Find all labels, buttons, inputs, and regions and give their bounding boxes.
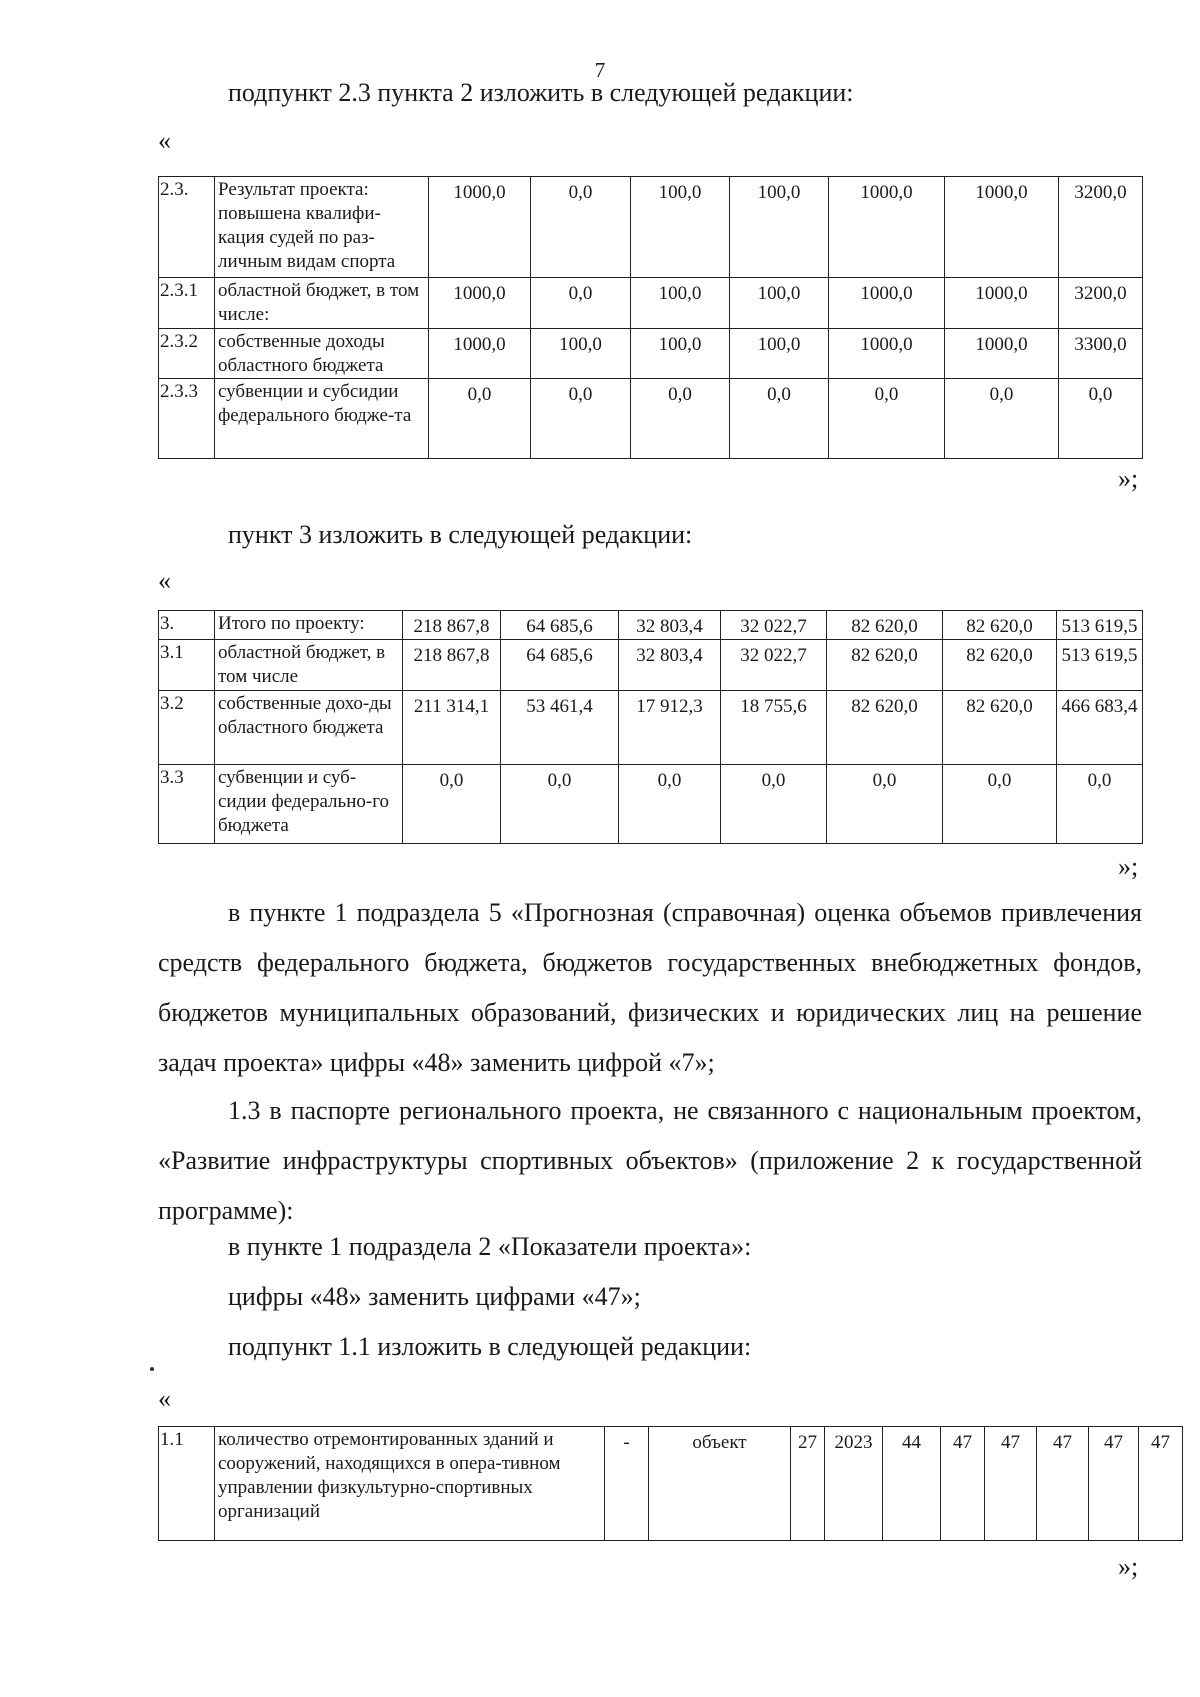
row-value: 32 803,4 — [619, 611, 721, 640]
row-value: 211 314,1 — [403, 691, 501, 765]
row-value: 100,0 — [631, 278, 730, 329]
row-value-2: 47 — [941, 1427, 985, 1541]
row-value: 466 683,4 — [1057, 691, 1143, 765]
row-value: 0,0 — [501, 765, 619, 844]
row-code: 2.3. — [159, 177, 215, 278]
table-subitem-2-3 — [158, 176, 1143, 459]
row-value: 0,0 — [945, 379, 1059, 459]
line-4: цифры «48» заменить цифрами «47»; — [228, 1282, 641, 1311]
row-base-year: 2023 — [825, 1427, 883, 1541]
row-value: 0,0 — [1057, 765, 1143, 844]
row-value: 1000,0 — [829, 177, 945, 278]
open-quote-1: « — [158, 126, 171, 155]
row-value: 3200,0 — [1059, 278, 1143, 329]
row-value: 0,0 — [429, 379, 531, 459]
row-value: 18 755,6 — [721, 691, 827, 765]
row-value: 100,0 — [631, 329, 730, 379]
open-quote-2: « — [158, 566, 171, 595]
row-base-value: 27 — [791, 1427, 825, 1541]
open-quote-3: « — [158, 1384, 171, 1413]
row-value: 100,0 — [730, 177, 829, 278]
row-name: субвенции и суб-сидии федерально-го бюджета — [215, 765, 403, 844]
row-value: 0,0 — [1059, 379, 1143, 459]
table-row — [159, 1427, 1183, 1541]
row-value: 82 620,0 — [943, 611, 1057, 640]
row-code: 3.3 — [159, 765, 215, 844]
row-value: 1000,0 — [945, 177, 1059, 278]
row-value: 1000,0 — [829, 278, 945, 329]
row-value: 1000,0 — [829, 329, 945, 379]
row-value: 32 022,7 — [721, 611, 827, 640]
row-value: 32 803,4 — [619, 640, 721, 691]
paragraph-1 — [158, 888, 1142, 1088]
row-name: Итого по проекту: — [215, 611, 403, 640]
table-row — [159, 640, 1143, 691]
stray-mark — [150, 1367, 154, 1371]
table-row — [159, 765, 1143, 844]
row-value: 53 461,4 — [501, 691, 619, 765]
row-code: 1.1 — [159, 1427, 215, 1541]
table-item-3 — [158, 610, 1143, 844]
row-value: 0,0 — [531, 278, 631, 329]
intro-line-2: пункт 3 изложить в следующей редакции: — [228, 520, 693, 549]
paragraph-2-text: 1.3 в паспорте регионального проекта, не связанного с национальным проектом, «Развитие инфраструктуры спортивных объектов» (приложение 2 к государственной программе): — [158, 1096, 1142, 1225]
row-value: 513 619,5 — [1057, 640, 1143, 691]
paragraph-2 — [158, 1086, 1142, 1236]
row-value: 0,0 — [827, 765, 943, 844]
row-code: 3.2 — [159, 691, 215, 765]
row-value-3: 47 — [985, 1427, 1037, 1541]
row-value: 0,0 — [531, 379, 631, 459]
table-row — [159, 611, 1143, 640]
close-quote-3: »; — [1118, 1552, 1139, 1581]
row-name: собственные доходы областного бюджета — [215, 329, 429, 379]
row-value-5: 47 — [1089, 1427, 1139, 1541]
row-value: 0,0 — [531, 177, 631, 278]
row-value: 3300,0 — [1059, 329, 1143, 379]
row-value: 82 620,0 — [827, 611, 943, 640]
table-subitem-1-1 — [158, 1426, 1183, 1541]
row-value: 64 685,6 — [501, 640, 619, 691]
row-value: 64 685,6 — [501, 611, 619, 640]
table-row — [159, 278, 1143, 329]
row-value: 82 620,0 — [827, 691, 943, 765]
row-value: 0,0 — [829, 379, 945, 459]
row-value: 218 867,8 — [403, 611, 501, 640]
table-row — [159, 691, 1143, 765]
row-value-4: 47 — [1037, 1427, 1089, 1541]
table-row — [159, 177, 1143, 278]
row-value: 82 620,0 — [943, 691, 1057, 765]
row-value-6: 47 — [1139, 1427, 1183, 1541]
row-name: Результат проекта: повышена квалифи-кация судей по раз-личным видам спорта — [215, 177, 429, 278]
close-quote-1: »; — [1118, 464, 1139, 493]
row-unit: объект — [649, 1427, 791, 1541]
row-value: 0,0 — [619, 765, 721, 844]
row-value: 0,0 — [943, 765, 1057, 844]
row-value: 17 912,3 — [619, 691, 721, 765]
row-name: областной бюджет, в том числе: — [215, 278, 429, 329]
paragraph-1-text: в пункте 1 подраздела 5 «Прогнозная (справочная) оценка объемов привлечения средств федерального бюджета, бюджетов государственных внебюджетных фондов, бюджетов муниципальных образований, физических и юридических лиц на решение задач проекта» цифры «48» заменить цифрой «7»; — [158, 898, 1142, 1077]
row-dash: - — [605, 1427, 649, 1541]
row-value: 32 022,7 — [721, 640, 827, 691]
row-value: 100,0 — [531, 329, 631, 379]
table-row — [159, 379, 1143, 459]
row-value: 3200,0 — [1059, 177, 1143, 278]
row-value: 82 620,0 — [943, 640, 1057, 691]
table-row — [159, 329, 1143, 379]
row-value: 1000,0 — [945, 329, 1059, 379]
row-value: 100,0 — [631, 177, 730, 278]
row-value: 1000,0 — [945, 278, 1059, 329]
row-name: собственные дохо-ды областного бюджета — [215, 691, 403, 765]
row-value: 82 620,0 — [827, 640, 943, 691]
row-value: 100,0 — [730, 278, 829, 329]
close-quote-2: »; — [1118, 852, 1139, 881]
row-value: 0,0 — [631, 379, 730, 459]
row-name: субвенции и субсидии федерального бюдже-та — [215, 379, 429, 459]
row-value: 0,0 — [730, 379, 829, 459]
page-number: 7 — [594, 58, 606, 82]
line-5: подпункт 1.1 изложить в следующей редакции: — [228, 1332, 752, 1361]
row-value: 100,0 — [730, 329, 829, 379]
row-value: 1000,0 — [429, 329, 531, 379]
intro-line-1: подпункт 2.3 пункта 2 изложить в следующей редакции: — [228, 78, 854, 107]
row-value: 513 619,5 — [1057, 611, 1143, 640]
row-name: количество отремонтированных зданий и сооружений, находящихся в опера-тивном управлении физкультурно-спортивных организаций — [215, 1427, 605, 1541]
row-value: 0,0 — [721, 765, 827, 844]
row-code: 2.3.2 — [159, 329, 215, 379]
row-code: 3.1 — [159, 640, 215, 691]
row-name: областной бюджет, в том числе — [215, 640, 403, 691]
line-3: в пункте 1 подраздела 2 «Показатели проекта»: — [228, 1232, 752, 1261]
row-code: 2.3.1 — [159, 278, 215, 329]
row-value: 1000,0 — [429, 278, 531, 329]
row-code: 3. — [159, 611, 215, 640]
row-code: 2.3.3 — [159, 379, 215, 459]
row-value: 218 867,8 — [403, 640, 501, 691]
row-value: 1000,0 — [429, 177, 531, 278]
row-value: 0,0 — [403, 765, 501, 844]
row-value-1: 44 — [883, 1427, 941, 1541]
